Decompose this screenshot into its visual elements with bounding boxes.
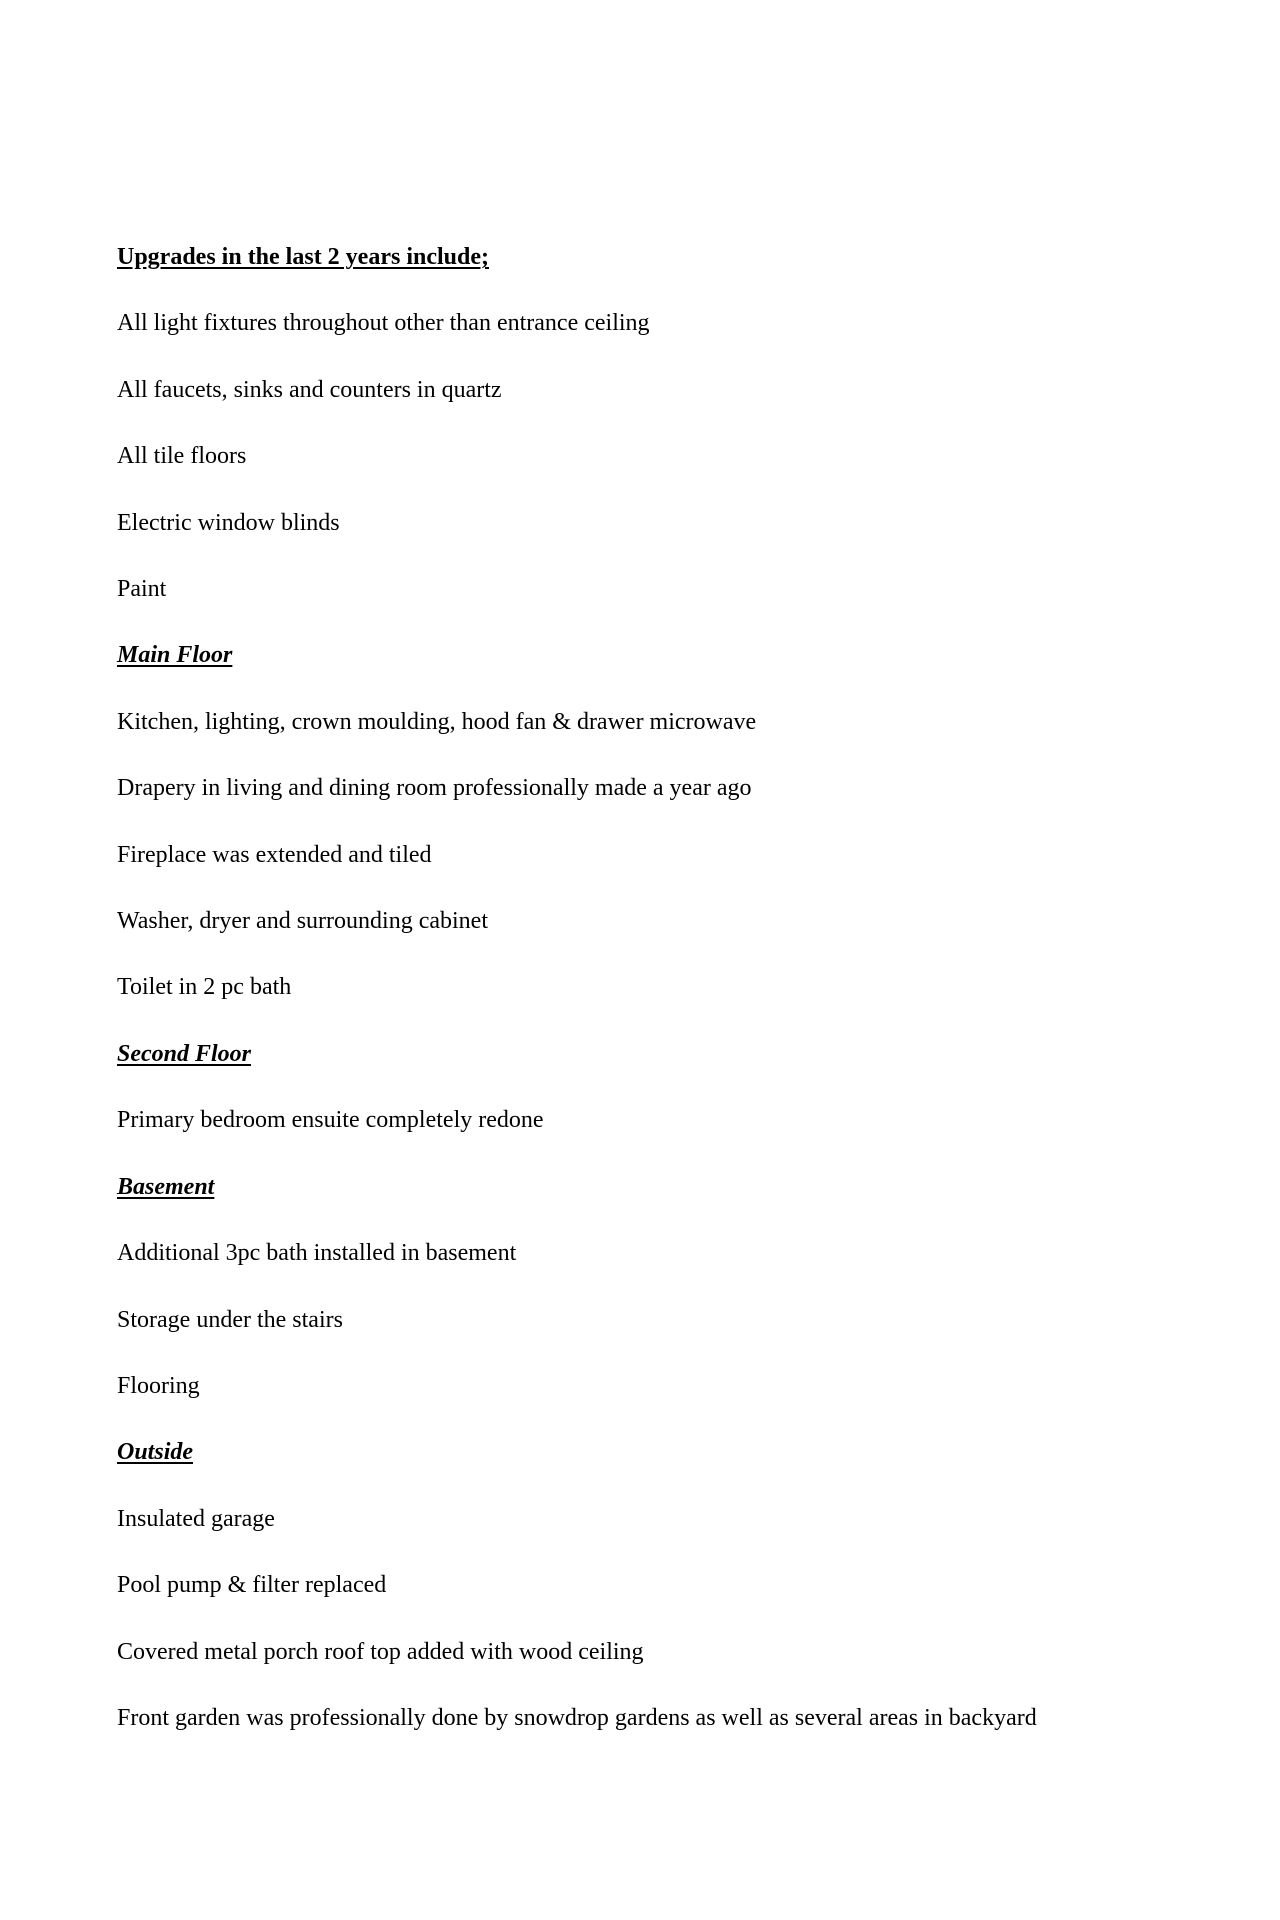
upgrade-item: Kitchen, lighting, crown moulding, hood fan & drawer microwave [117, 708, 757, 735]
upgrade-item: Drapery in living and dining room professionally made a year ago [117, 775, 752, 802]
upgrade-item: Insulated garage [117, 1505, 275, 1532]
upgrade-item: Pool pump & filter replaced [117, 1572, 387, 1599]
upgrade-item: Flooring [117, 1372, 200, 1399]
upgrade-item: Storage under the stairs [117, 1306, 343, 1333]
upgrade-item: Covered metal porch roof top added with wood ceiling [117, 1638, 644, 1665]
upgrade-item: All light fixtures throughout other than entrance ceiling [117, 310, 650, 337]
section-heading-basement: Basement [117, 1173, 215, 1200]
upgrade-item: Toilet in 2 pc bath [117, 974, 292, 1001]
section-heading-second-floor: Second Floor [117, 1040, 252, 1067]
upgrade-item: All tile floors [117, 443, 247, 470]
upgrade-item: Paint [117, 576, 167, 603]
upgrade-item: Front garden was professionally done by snowdrop gardens as well as several areas in backyard [117, 1704, 1037, 1731]
section-heading-outside: Outside [117, 1439, 194, 1466]
upgrade-item: Primary bedroom ensuite completely redone [117, 1107, 544, 1134]
upgrade-item: All faucets, sinks and counters in quartz [117, 376, 502, 403]
document-heading: Upgrades in the last 2 years include; [117, 244, 489, 270]
upgrade-item: Fireplace was extended and tiled [117, 841, 432, 868]
upgrade-item: Washer, dryer and surrounding cabinet [117, 908, 488, 935]
upgrade-item: Electric window blinds [117, 509, 340, 536]
upgrade-item: Additional 3pc bath installed in basement [117, 1240, 517, 1267]
section-heading-main-floor: Main Floor [117, 642, 233, 669]
